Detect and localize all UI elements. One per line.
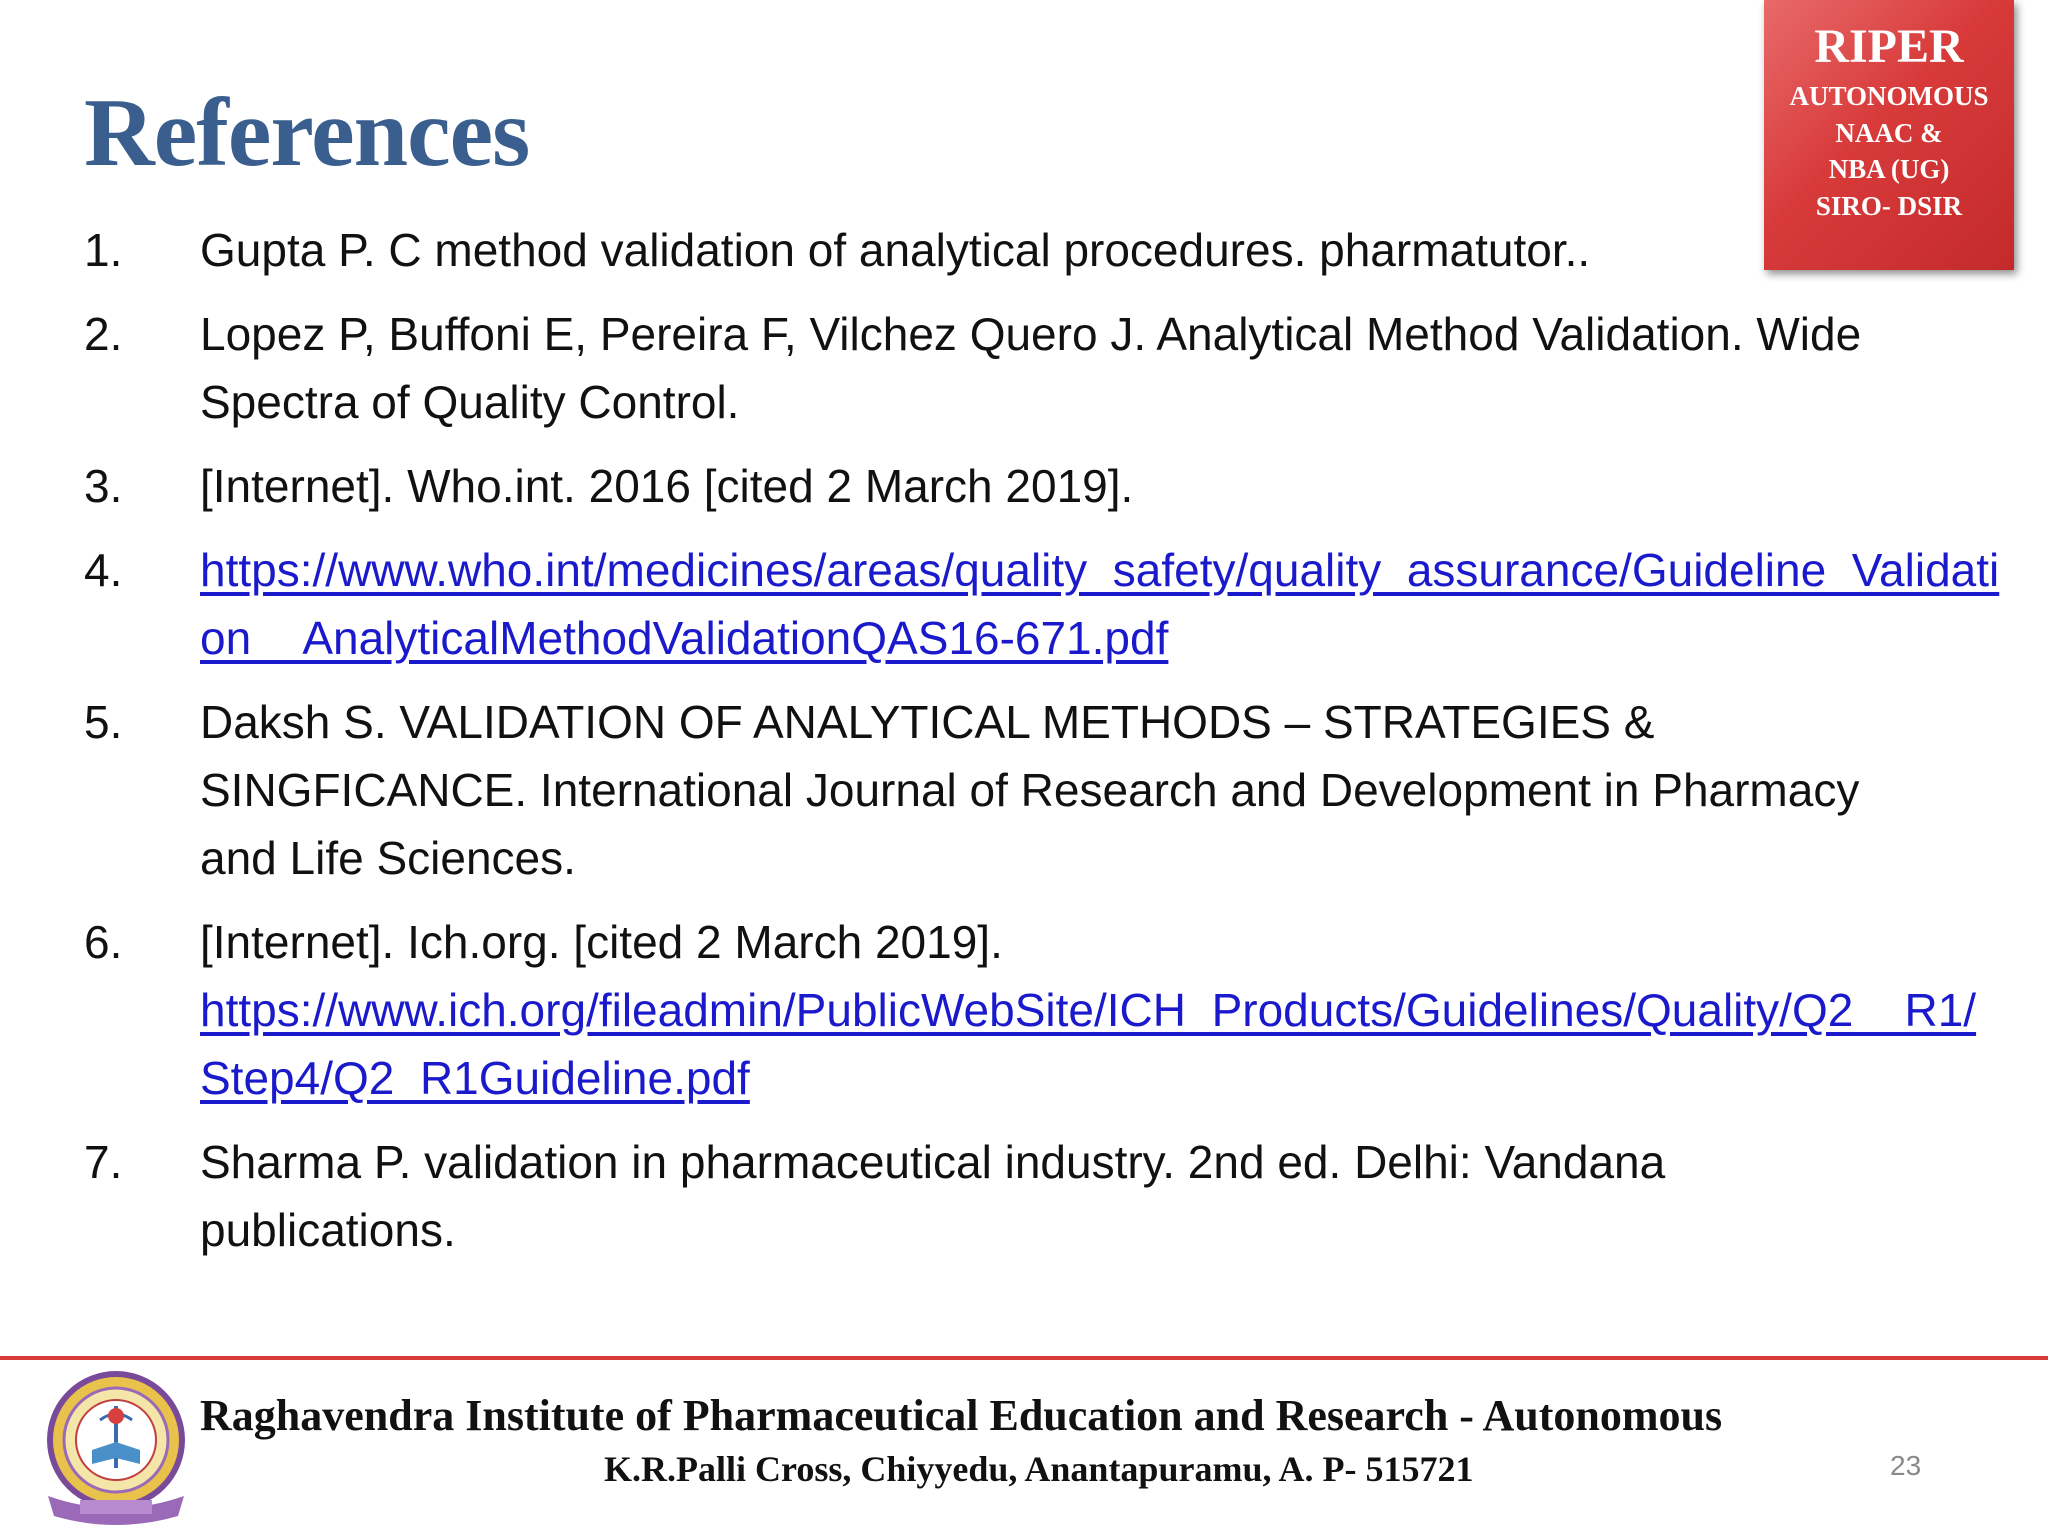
reference-number: 2. <box>84 308 123 360</box>
institute-logo-icon <box>40 1368 192 1528</box>
reference-item-3 <box>84 452 1984 520</box>
reference-item-2 <box>84 300 1984 436</box>
reference-text: Lopez P, Buffoni E, Pereira F, Vilchez Quero J. Analytical Method Validation. Wide Spectra of Quality Control. <box>200 308 1862 428</box>
reference-number: 4. <box>84 544 123 596</box>
reference-item-6 <box>84 908 1984 1112</box>
reference-text: Daksh S. VALIDATION OF ANALYTICAL METHODS – STRATEGIES & SINGFICANCE. International Journal of Research and Development in Pharmacy and Life Sciences. <box>200 696 1860 884</box>
reference-number: 6. <box>84 916 123 968</box>
reference-number: 1. <box>84 224 123 276</box>
reference-text: [Internet]. Ich.org. [cited 2 March 2019]. <box>200 916 1003 968</box>
badge-line-1: RIPER <box>1814 20 1964 73</box>
reference-item-4 <box>84 536 2000 672</box>
badge-line-4: NBA (UG) <box>1828 154 1950 185</box>
footer-divider <box>0 1356 2048 1360</box>
badge-line-5: SIRO- DSIR <box>1815 190 1963 221</box>
reference-item-1 <box>84 216 1984 284</box>
reference-link-ich[interactable]: https://www.ich.org/fileadmin/PublicWebSite/ICH_Products/Guidelines/Quality/Q2__R1/Step4/Q2_R1Guideline.pdf <box>200 984 1977 1104</box>
reference-text: Gupta P. C method validation of analytical procedures. pharmatutor.. <box>200 224 1591 276</box>
institution-address: K.R.Palli Cross, Chiyyedu, Anantapuramu, A. P- 515721 <box>604 1449 1474 1489</box>
reference-number: 5. <box>84 696 123 748</box>
badge-line-3: NAAC & <box>1835 117 1943 148</box>
reference-list <box>84 216 2000 1280</box>
page-number: 23 <box>1890 1450 1922 1481</box>
institution-name: Raghavendra Institute of Pharmaceutical Education and Research - Autonomous <box>200 1391 1723 1440</box>
badge-line-2: AUTONOMOUS <box>1789 81 1989 112</box>
reference-number: 7. <box>84 1136 123 1188</box>
reference-number: 3. <box>84 460 123 512</box>
reference-item-5 <box>84 688 1984 892</box>
reference-text: [Internet]. Who.int. 2016 [cited 2 March 2019]. <box>200 460 1134 512</box>
reference-link-who[interactable]: https://www.who.int/medicines/areas/quality_safety/quality_assurance/Guideline_Validation__AnalyticalMethodValidationQAS16-671.pdf <box>200 544 2000 664</box>
slide-title: References <box>84 79 530 187</box>
reference-item-7 <box>84 1128 1984 1264</box>
reference-text: Sharma P. validation in pharmaceutical industry. 2nd ed. Delhi: Vandana publications. <box>200 1136 1666 1256</box>
